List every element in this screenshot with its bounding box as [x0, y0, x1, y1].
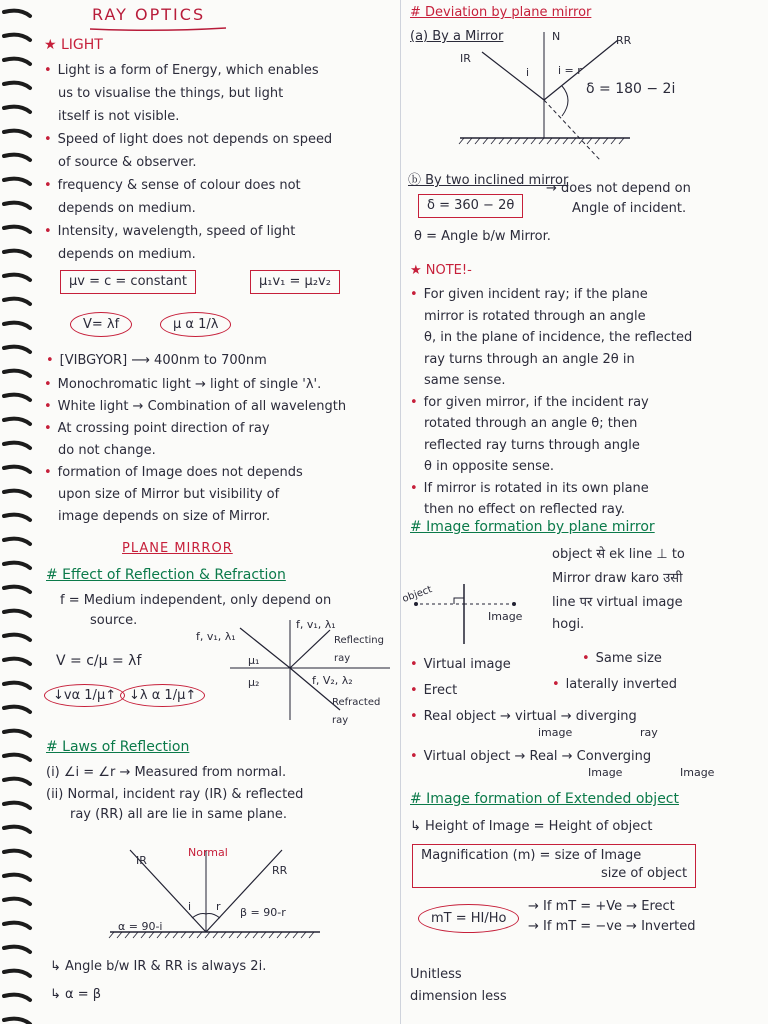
- light-list-item: depends on medium.: [58, 247, 196, 262]
- same-size-item: • Same size: [582, 650, 662, 668]
- f-line: f = Medium independent, only depend on: [60, 593, 332, 608]
- oval-v-lambda: V= λf: [70, 312, 132, 337]
- not-depend-1: → does not depend on: [546, 181, 691, 196]
- bullets2-item: • formation of Image does not depends: [44, 464, 303, 482]
- bullets2-item: upon size of Mirror but visibility of: [58, 487, 280, 502]
- light-list-item: • Speed of light does not depends on speed: [44, 131, 332, 149]
- laws-heading: # Laws of Reflection: [46, 739, 190, 755]
- object-label: object: [400, 584, 434, 605]
- oval-mu-lambda: μ α 1/λ: [160, 312, 231, 337]
- not-depend-2: Angle of incident.: [572, 201, 687, 216]
- unitless-label: Unitless: [410, 967, 462, 982]
- box-mu1: μ₁v₁ = μ₂v₂: [250, 270, 340, 294]
- rr-label-right: RR: [616, 34, 632, 47]
- virtual-image-item: • Virtual image: [410, 656, 511, 674]
- v-formula: V = c/μ = λf: [56, 653, 142, 669]
- light-list-item: of source & observer.: [58, 155, 197, 170]
- ir-label: IR: [136, 854, 147, 867]
- n-label: N: [552, 30, 561, 43]
- note-list-item: • for given mirror, if the incident ray: [410, 394, 649, 412]
- bullets2-item: do not change.: [58, 443, 156, 458]
- note-list-item: rotated through an angle θ; then: [424, 416, 638, 431]
- beta-label: β = 90-r: [240, 906, 286, 919]
- delta-eq: δ = 180 − 2i: [586, 81, 676, 97]
- magnification-num: Magnification (m) = size of Image: [421, 848, 642, 863]
- light-list-item: us to visualise the things, but light: [58, 86, 284, 101]
- height-line: ↳ Height of Image = Height of object: [410, 819, 653, 834]
- magnification-den: size of object: [601, 866, 688, 881]
- virtual-object-image: Image: [588, 766, 623, 779]
- if-negative: → If mT = −ve → Inverted: [528, 919, 696, 934]
- virtual-object-image-2: Image: [680, 766, 715, 779]
- bullets2-item: • At crossing point direction of ray: [44, 420, 270, 438]
- image-label: Image: [488, 610, 523, 623]
- law-1: (i) ∠i = ∠r → Measured from normal.: [46, 765, 287, 780]
- normal-label: Normal: [188, 846, 228, 859]
- light-list-item: depends on medium.: [58, 201, 196, 216]
- page-title: RAY OPTICS: [92, 5, 206, 24]
- real-object-item: • Real object → virtual → diverging: [410, 708, 637, 726]
- two-inclined-label: ⓑ By two inclined mirror: [408, 173, 569, 188]
- diag-mu2: μ₂: [248, 676, 260, 689]
- i-label: i: [188, 900, 192, 913]
- note-list-item: • If mirror is rotated in its own plane: [410, 480, 649, 498]
- angle-line: ↳ Angle b/w IR & RR is always 2i.: [50, 959, 267, 974]
- theta-def: θ = Angle b/w Mirror.: [414, 229, 551, 244]
- real-object-ray: ray: [640, 726, 658, 739]
- extended-heading: # Image formation of Extended object: [410, 791, 679, 807]
- bullets2-item: • White light → Combination of all wavelength: [44, 398, 346, 416]
- r-label: r: [216, 900, 221, 913]
- light-list-item: • frequency & sense of colour does not: [44, 177, 301, 195]
- alpha-beta-line: ↳ α = β: [50, 987, 102, 1002]
- law-2a: (ii) Normal, incident ray (IR) & reflected: [46, 787, 304, 802]
- reflecting-ray-label: Reflecting ray: [334, 635, 384, 664]
- light-list-item: • Intensity, wavelength, speed of light: [44, 223, 295, 241]
- bullets2-item: • Monochromatic light → light of single 'λ'.: [44, 376, 321, 394]
- column-divider: [400, 0, 401, 1024]
- vibgyor-line: • [VIBGYOR] ⟶ 400nm to 700nm: [46, 352, 267, 370]
- object-text-2: Mirror draw karo उसी: [552, 571, 683, 586]
- note-heading: ★ NOTE!-: [410, 263, 472, 278]
- note-list-item: ray turns through an angle 2θ in: [424, 351, 635, 367]
- alpha-label: α = 90-i: [118, 920, 163, 933]
- note-list-item: then no effect on reflected ray.: [424, 502, 625, 517]
- note-list-item: mirror is rotated through an angle: [424, 308, 646, 324]
- diag-mu1: μ₁: [248, 654, 260, 667]
- title-underline: [88, 26, 228, 32]
- object-text-1: object से ek line ⊥ to: [552, 547, 685, 562]
- magnification-box: [412, 844, 696, 888]
- note-list-item: • For given incident ray; if the plane: [410, 286, 648, 304]
- light-list-item: • Light is a form of Energy, which enables: [44, 62, 319, 80]
- image-formation-heading: # Image formation by plane mirror: [410, 519, 655, 535]
- refracted-ray-label: Refracted ray: [332, 697, 381, 726]
- virtual-object-item: • Virtual object → Real → Converging: [410, 748, 651, 766]
- laterally-item: • laterally inverted: [552, 676, 677, 694]
- law-2b: ray (RR) all are lie in same plane.: [70, 807, 288, 822]
- oval-lambda-alpha: ↓λ α 1/μ↑: [120, 684, 205, 707]
- object-text-4: hogi.: [552, 617, 585, 632]
- note-list-item: θ in opposite sense.: [424, 459, 555, 474]
- by-mirror-label: (a) By a Mirror: [410, 29, 504, 44]
- ir-label-right: IR: [460, 52, 471, 65]
- erect-item: • Erect: [410, 682, 457, 700]
- deviation-heading: # Deviation by plane mirror: [410, 5, 592, 20]
- if-positive: → If mT = +Ve → Erect: [528, 899, 675, 914]
- note-list-item: same sense.: [424, 373, 506, 388]
- oval-v-alpha: ↓vα 1/μ↑: [44, 684, 125, 707]
- deviation-diagram: [440, 30, 650, 170]
- note-list-item: reflected ray turns through angle: [424, 437, 640, 453]
- source-line: source.: [90, 613, 138, 628]
- effect-heading: # Effect of Reflection & Refraction: [46, 567, 286, 583]
- diag-f1: f, v₁, λ₁: [196, 630, 236, 643]
- diag-f3: f, V₂, λ₂: [312, 674, 353, 687]
- mt-oval: mT = HI/Ho: [418, 904, 519, 933]
- object-text-3: line पर virtual image: [552, 595, 683, 610]
- spiral-binding: [0, 0, 40, 1024]
- dimensionless-label: dimension less: [410, 989, 507, 1004]
- light-list-item: itself is not visible.: [58, 109, 180, 124]
- plane-mirror-heading: PLANE MIRROR: [122, 541, 233, 556]
- light-heading: ★ LIGHT: [44, 37, 103, 53]
- note-list-item: θ, in the plane of incidence, the reflected: [424, 330, 693, 345]
- delta-box: δ = 360 − 2θ: [418, 194, 523, 218]
- box-mu-v: μv = c = constant: [60, 270, 196, 294]
- rr-label: RR: [272, 864, 288, 877]
- reflected-ray: [290, 630, 330, 668]
- r-eq-label: i = r: [558, 64, 582, 77]
- i-label-right: i: [526, 66, 530, 79]
- diag-f2: f, v₁, λ₁: [296, 618, 336, 631]
- real-object-image: image: [538, 726, 573, 739]
- bullets2-item: image depends on size of Mirror.: [58, 509, 271, 524]
